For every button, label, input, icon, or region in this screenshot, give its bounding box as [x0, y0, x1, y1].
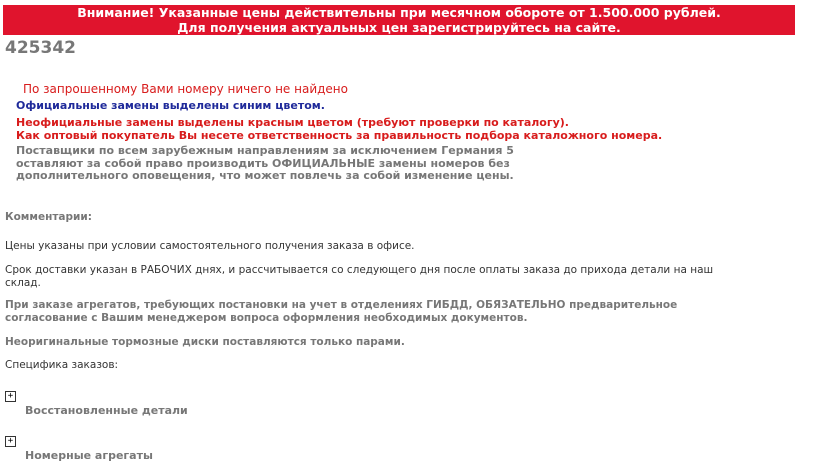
expand-restored-parts-icon[interactable]: + [5, 391, 16, 402]
comment-pickup: Цены указаны при условии самостоятельного получения заказа в офисе. [5, 240, 415, 252]
unofficial-notice-line-1: Неофициальные замены выделены красным цветом (требуют проверки по каталогу). [16, 116, 569, 129]
comment-delivery-time: Срок доставки указан в РАБОЧИХ днях, и рассчитывается со следующего дня после оплаты заказа до прихода детали на наш склад. [5, 264, 714, 289]
unofficial-replacements-notice [16, 116, 662, 142]
suppliers-notice: Поставщики по всем зарубежным направлениям за исключением Германия 5 оставляют за собой право производить ОФИЦИАЛЬНЫЕ замены номеров без дополнительного оповещения, что может повлечь за собой изменение цены. [16, 144, 514, 182]
order-specifics-heading: Специфика заказов: [5, 359, 119, 371]
unofficial-notice-line-2: Как оптовый покупатель Вы несете ответственность за правильность подбора каталожного номера. [16, 129, 663, 142]
banner-line-1: Внимание! Указанные цены действительны при месячном обороте от 1.500.000 рублей. [77, 5, 721, 20]
not-found-message: По запрошенному Вами номеру ничего не найдено [23, 82, 348, 96]
order-specific-numbered-units[interactable]: Номерные агрегаты [25, 449, 153, 462]
warning-banner [3, 5, 795, 35]
comments-heading: Комментарии: [5, 211, 92, 223]
searched-part-number: 425342 [5, 38, 76, 58]
comment-brake-discs: Неоригинальные тормозные диски поставляются только парами. [5, 336, 405, 348]
expand-numbered-units-icon[interactable]: + [5, 436, 16, 447]
banner-line-2: Для получения актуальных цен зарегистрируйтесь на сайте. [177, 20, 621, 35]
order-specific-restored-parts[interactable]: Восстановленные детали [25, 404, 188, 417]
comment-registered-units: При заказе агрегатов, требующих постановки на учет в отделениях ГИБДД, ОБЯЗАТЕЛЬНО предварительное согласование с Вашим менеджером вопроса оформления необходимых документов. [5, 299, 678, 324]
official-replacements-notice: Официальные замены выделены синим цветом. [16, 99, 325, 112]
